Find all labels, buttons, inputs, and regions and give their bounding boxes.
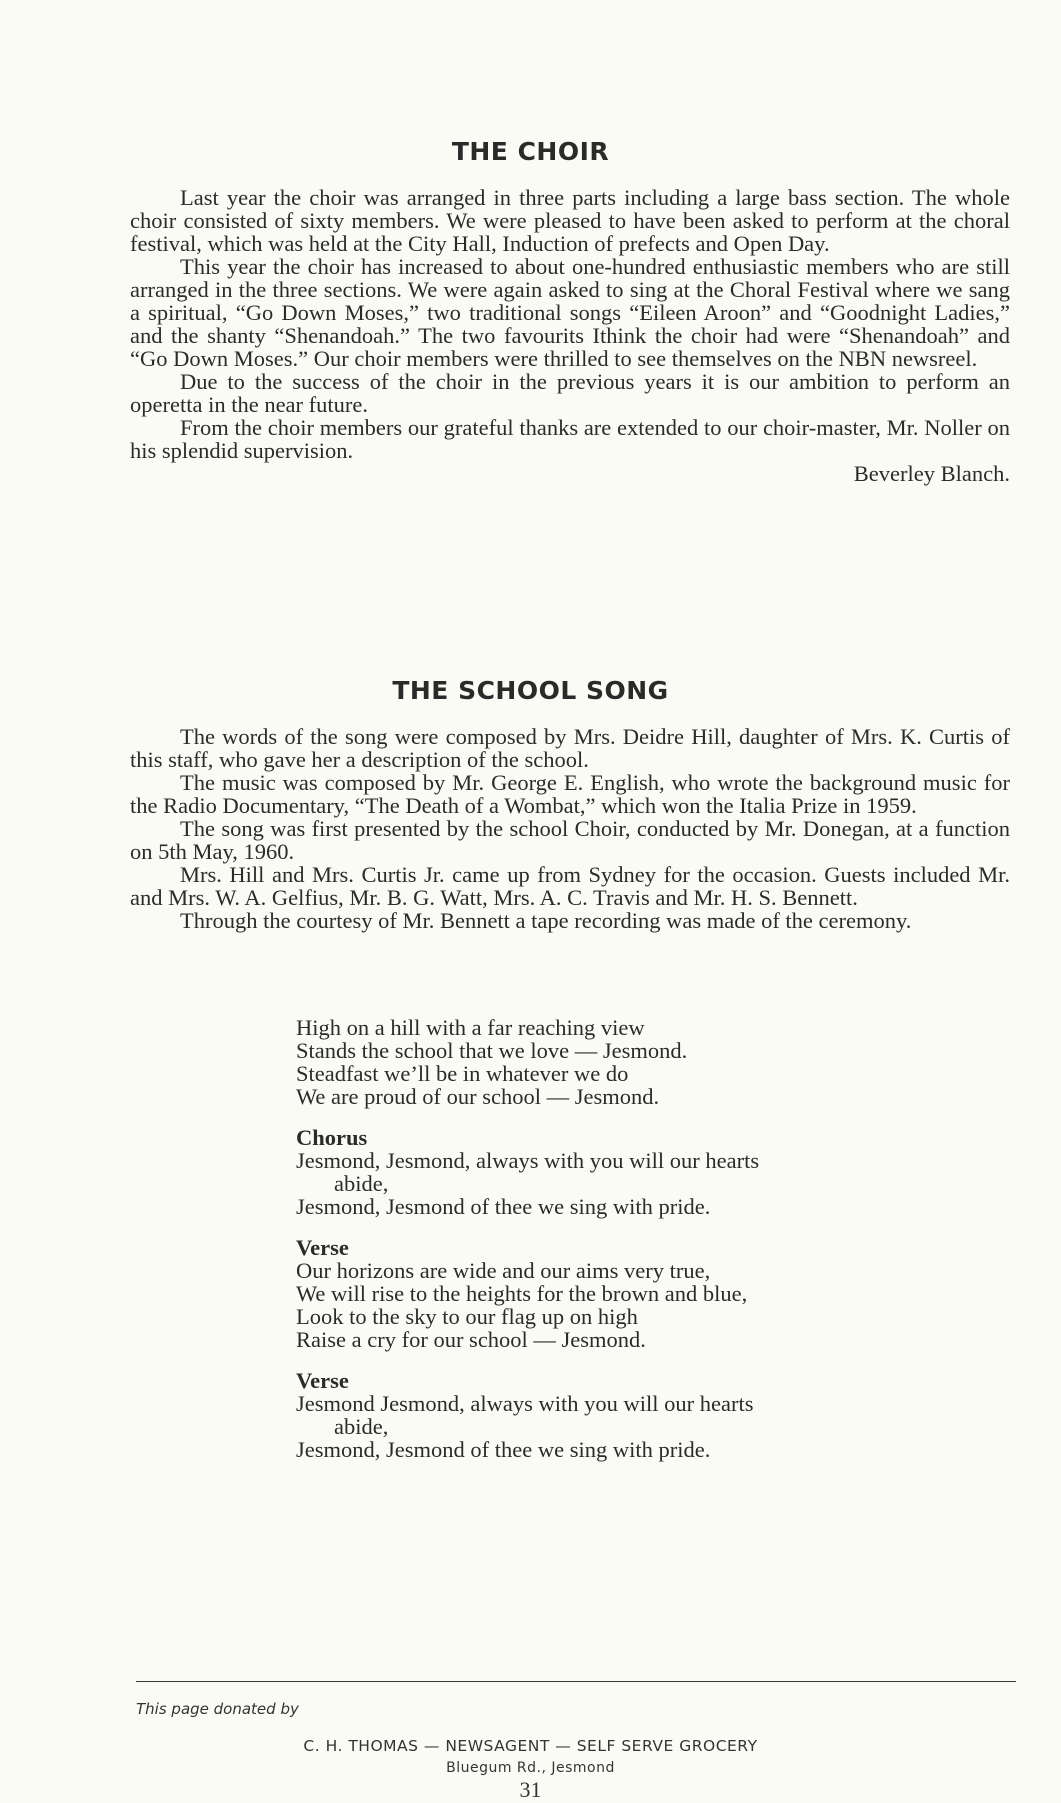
footer-divider [136, 1681, 1016, 1682]
lyric-line: Our horizons are wide and our aims very true, [296, 1258, 711, 1283]
donated-by-label: This page donated by [136, 1700, 299, 1718]
lyric-line: Jesmond, Jesmond, always with you will our hearts [296, 1148, 760, 1173]
sponsor-address: Bluegum Rd., Jesmond [446, 1760, 615, 1776]
song-paragraph-5: Through the courtesy of Mr. Bennett a tape recording was made of the ceremony. [180, 908, 912, 933]
song-paragraph-4: Mrs. Hill and Mrs. Curtis Jr. came up from Sydney for the occasion. Guests included Mr. and Mrs. W. A. Gelfius, Mr. B. G. Watt, Mrs. A. C. Travis and Mr. H. S. Bennett. [130, 862, 1010, 910]
lyric-line: We will rise to the heights for the brown and blue, [296, 1281, 748, 1306]
lyric-line: Jesmond Jesmond, always with you will our hearts [296, 1391, 754, 1416]
lyric-line: High on a hill with a far reaching view [296, 1015, 645, 1040]
verse-label: Verse [296, 1368, 349, 1393]
page-number: 31 [519, 1777, 542, 1802]
song-paragraph-1: The words of the song were composed by Mrs. Deidre Hill, daughter of Mrs. K. Curtis of this staff, who gave her a description of the school. [130, 724, 1010, 772]
lyrics-opening [296, 1016, 996, 1108]
lyric-line: abide, [334, 1414, 389, 1439]
choir-heading: THE CHOIR [451, 137, 610, 166]
lyric-line: abide, [334, 1171, 389, 1196]
sponsor-name: C. H. THOMAS — NEWSAGENT — SELF SERVE GROCERY [303, 1737, 758, 1755]
lyrics-verse-2 [296, 1369, 996, 1461]
chorus-label: Chorus [296, 1125, 368, 1150]
school-song-heading: THE SCHOOL SONG [392, 676, 669, 705]
choir-article [130, 186, 1010, 485]
choir-signature: Beverley Blanch. [853, 461, 1010, 486]
lyrics-chorus [296, 1126, 996, 1218]
lyric-line: Jesmond, Jesmond of thee we sing with pride. [296, 1194, 711, 1219]
song-lyrics [296, 1016, 996, 1479]
lyric-line: Look to the sky to our flag up on high [296, 1304, 638, 1329]
lyric-line: Steadfast we’ll be in whatever we do [296, 1061, 629, 1086]
choir-paragraph-1: Last year the choir was arranged in three parts including a large bass section. The whole choir consisted of sixty members. We were pleased to have been asked to perform at the choral festival, which was held at the City Hall, Induction of prefects and Open Day. [130, 185, 1010, 256]
lyrics-verse-1 [296, 1236, 996, 1351]
choir-paragraph-4: From the choir members our grateful thanks are extended to our choir-master, Mr. Noller on his splendid supervision. [130, 415, 1010, 463]
lyric-line: We are proud of our school — Jesmond. [296, 1084, 660, 1109]
choir-paragraph-2: This year the choir has increased to about one-hundred enthusiastic members who are still arranged in the three sections. We were again asked to sing at the Choral Festival where we sang a spiritual, “Go Down Moses,” two traditional songs “Eileen Aroon” and “Goodnight Ladies,” and the shanty “Shenandoah.” The two favourits Ithink the choir had were “Shenandoah” and “Go Down Moses.” Our choir members were thrilled to see themselves on the NBN newsreel. [130, 254, 1010, 371]
school-song-article [130, 725, 1010, 932]
song-paragraph-2: The music was composed by Mr. George E. English, who wrote the background music for the Radio Documentary, “The Death of a Wombat,” which won the Italia Prize in 1959. [130, 770, 1010, 818]
verse-label: Verse [296, 1235, 349, 1260]
lyric-line: Stands the school that we love — Jesmond. [296, 1038, 688, 1063]
song-paragraph-3: The song was first presented by the school Choir, conducted by Mr. Donegan, at a function on 5th May, 1960. [130, 816, 1010, 864]
lyric-line: Jesmond, Jesmond of thee we sing with pride. [296, 1437, 711, 1462]
lyric-line: Raise a cry for our school — Jesmond. [296, 1327, 646, 1352]
choir-paragraph-3: Due to the success of the choir in the previous years it is our ambition to perform an operetta in the near future. [130, 369, 1010, 417]
